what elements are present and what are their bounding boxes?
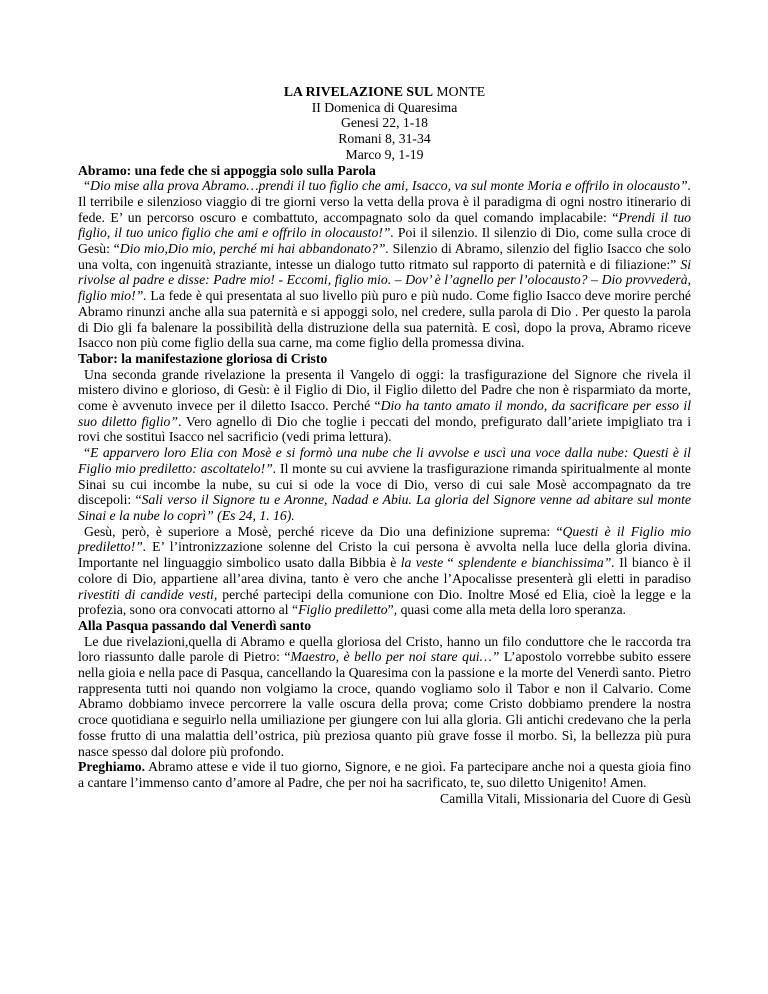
paragraph-tabor-2: “E apparvero loro Elia con Mosè e si formò una nube che li avvolse e uscì una voce dalla nube: Questi è il Figlio mio prediletto: ascoltatelo!”. Il monte su cui avviene la trasfigurazione rimanda spiritualmente al monte Sinai su cui incombe la nube, su cui si ode la voce di Dio, verso di cui sale Mosè accompagnato da tre discepoli: “Sali verso il Signore tu e Aronne, Nadad e Abiu. La gloria del Signore venne ad abitare sul monte Sinai e la nube lo coprì” (Es 24, 1. 16). — [78, 445, 691, 523]
paragraph-pasqua: Le due rivelazioni,quella di Abramo e quella gloriosa del Cristo, hanno un filo conduttore che le raccorda tra loro riassunto dalle parole di Pietro: “Maestro, è bello per noi stare qui…” L’apostolo vorrebbe subito essere nella gioia e nella pace di Pasqua, cancellando la Quaresima con la passione e la morte del Venerdì santo. Pietro rappresenta tutti noi quando non volgiamo la croce, quando vogliamo solo il Tabor e non il Calvario. Come Abramo dobbiamo invece percorrere la valle oscura della prova; come Cristo dobbiamo prendere la nostra croce quotidiana e seguirlo nella umiliazione per giungere con lui alla gloria. Gli antichi credevano che la perla fosse frutto di una malattia dell’ostrica, più preziosa quanto più grave fosse il morbo. Sì, la bellezza più pura nasce spesso dal dolore più profondo. — [78, 633, 691, 759]
paragraph-abramo: “Dio mise alla prova Abramo…prendi il tuo figlio che ami, Isacco, va sul monte Moria e offrilo in olocausto”. Il terribile e silenzioso viaggio di tre giorni verso la vetta della prova è il paradigma di ogni nostro itinerario di fede. E’ un percorso oscuro e combattuto, accompagnato solo da quel comando implacabile: “Prendi il tuo figlio, il tuo unico figlio che ami e offrilo in olocausto!”. Poi il silenzio. Il silenzio di Dio, come sulla croce di Gesù: “Dio mio,Dio mio, perché mi hai abbandonato?”. Silenzio di Abramo, silenzio del figlio Isacco che solo una volta, con ingenuità straziante, intesse un dialogo tutto ritmato sul rapporto di paternità e di filiazione:” Si rivolse al padre e disse: Padre mio! - Eccomi, figlio mio. – Dov’ è l’agnello per l’olocausto? – Dio provvederà, figlio mio!”. La fede è qui presentata al suo livello più puro e più nudo. Come figlio Isacco deve morire perché Abramo rinunzi anche alla sua paternità e si appoggi solo, nel credere, sulla parola di Dio . Per questo la parola di Dio gli fa balenare la possibilità della distruzione della sua paternità. E così, dopo la prova, Abramo riceve Isacco non più come figlio della sua carne, ma come figlio della promessa divina. — [78, 178, 692, 351]
section-heading-tabor: Tabor: la manifestazione gloriosa di Cristo — [78, 350, 328, 366]
section-heading-abramo: Abramo: una fede che si appoggia solo sulla Parola — [78, 162, 376, 178]
title-rest-part: MONTE — [433, 84, 486, 99]
paragraph-tabor-1: Una seconda grande rivelazione la presenta il Vangelo di oggi: la trasfigurazione del Signore che rivela il mistero divino e glorioso, di Gesù: è il Figlio di Dio, il Figlio diletto del Padre che non è risparmiato da morte, come è avvenuto invece per il diletto Isacco. Perché “Dio ha tanto amato il mondo, da sacrificare per esso il suo diletto figlio”. Vero agnello di Dio che toglie i peccati del mondo, prefigurato dall’ariete impigliato tra i rovi che sostituì Isacco nel sacrificio (vedi prima lettura). — [78, 366, 691, 445]
section-heading-pasqua: Alla Pasqua passando dal Venerdì santo — [78, 617, 312, 633]
reading-ref-3: Marco 9, 1-19 — [345, 146, 424, 162]
title-bold-part: LA RIVELAZIONE SUL — [283, 84, 433, 99]
reading-ref-1: Genesi 22, 1-18 — [340, 115, 429, 131]
subtitle-line: II Domenica di Quaresima — [311, 99, 458, 115]
document-title — [78, 84, 691, 100]
prayer-label: Preghiamo. — [78, 759, 146, 775]
author-signature: Camilla Vitali, Missionaria del Cuore di Gesù — [440, 790, 691, 806]
paragraph-tabor-3: Gesù, però, è superiore a Mosè, perché riceve da Dio una definizione suprema: “Questi è il Figlio mio prediletto!”. E’ l’intronizzazione solenne del Cristo la cui persona è avvolta nella luce della gloria divina. Importante nel linguaggio simbolico usato dalla Bibbia è la veste “ splendente e bianchissima”. Il bianco è il colore di Dio, appartiene all’area divina, tanto è vero che anche l’Apocalisse presenterà gli eletti in paradiso rivestiti di candide vesti, perché partecipi della comunione con Dio. Inoltre Mosé ed Elia, cioè la legge e la profezia, sono ora convocati attorno al “Figlio prediletto”, quasi come alla meta della loro speranza. — [78, 523, 691, 618]
paragraph-prayer — [78, 759, 691, 790]
prayer-text: Abramo attese e vide il tuo giorno, Signore, e ne gioì. Fa partecipare anche noi a questa gioia fino a cantare l’immenso canto d’amore al Padre, che per noi ha sacrificato, te, suo diletto Unigenito! Amen. — [78, 759, 691, 790]
reading-ref-2: Romani 8, 31-34 — [338, 131, 431, 147]
